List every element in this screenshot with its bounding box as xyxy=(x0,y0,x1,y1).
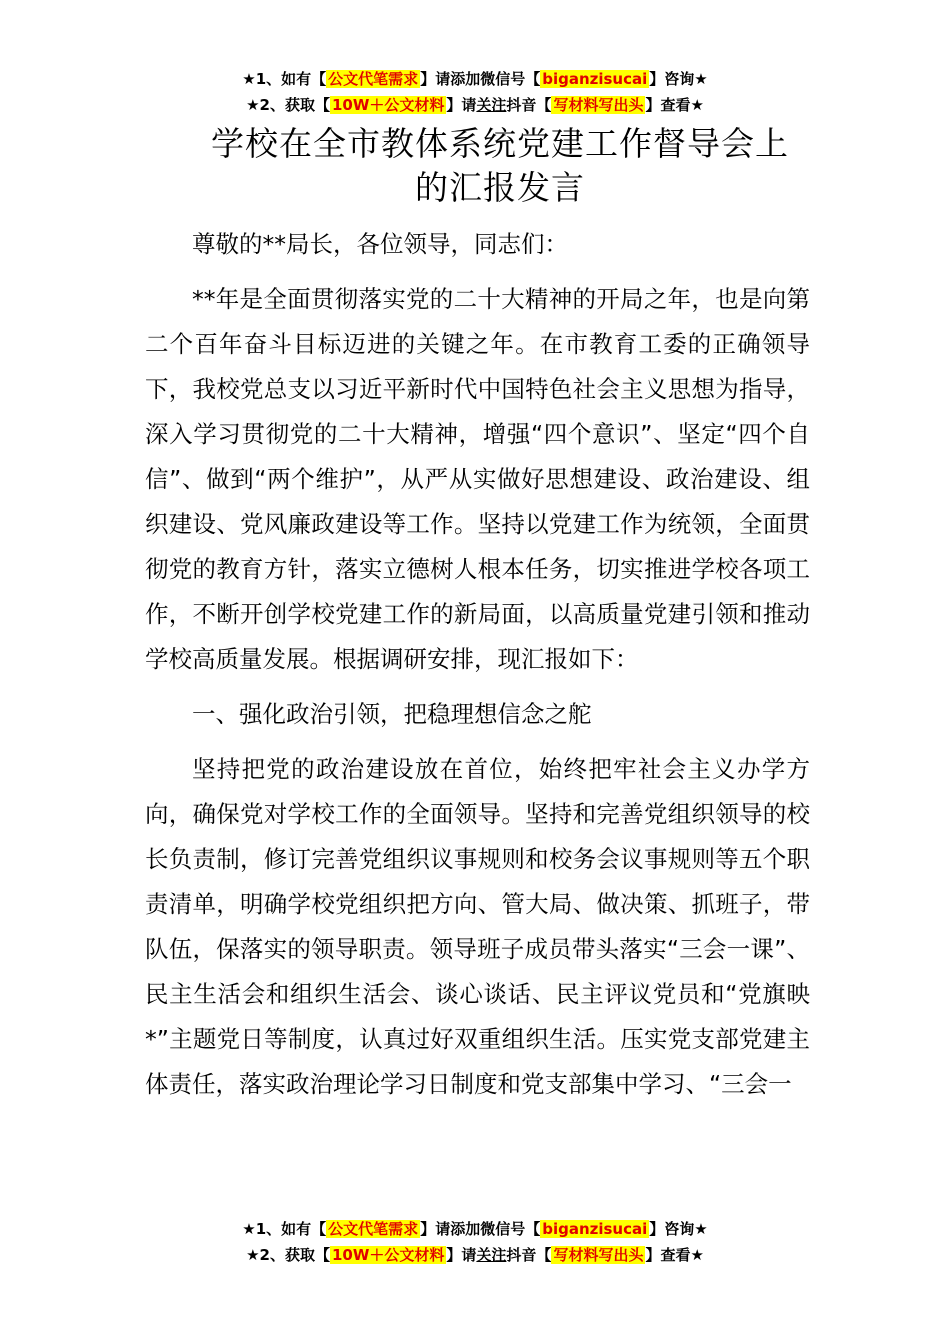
header-banner-text: 】请 xyxy=(446,96,477,114)
footer-banner-text: 抖音【 xyxy=(506,1246,552,1264)
header-banner-text: 】请添加微信号【 xyxy=(420,70,541,88)
document-body xyxy=(145,222,810,1117)
highlight-wechat-id: biganzisucai xyxy=(542,70,648,88)
title-line-1: 学校在全市教体系统党建工作督导会上 xyxy=(211,124,789,163)
title-line-2: 的汇报发言 xyxy=(415,168,585,207)
highlight-materials: 10W＋公文材料 xyxy=(331,96,445,114)
section-heading: 一、强化政治引领，把稳理想信念之舵 xyxy=(192,700,592,728)
follow-emphasis: 关注 xyxy=(476,1246,507,1264)
footer-banner-text: ★2、获取【 xyxy=(246,1246,330,1264)
footer-banner-text: 】请 xyxy=(446,1246,477,1264)
header-banner-line-2 xyxy=(0,92,950,118)
intro-paragraph: **年是全面贯彻落实党的二十大精神的开局之年，也是向第二个百年奋斗目标迈进的关键之年。在市教育工委的正确领导下，我校党总支以习近平新时代中国特色社会主义思想为指导，深入学习贯彻党的二十大精神，增强“四个意识”、坚定“四个自信”、做到“两个维护”，从严从实做好思想建设、政治建设、组织建设、党风廉政建设等工作。坚持以党建工作为统领，全面贯彻党的教育方针，落实立德树人根本任务，切实推进学校各项工作，不断开创学校党建工作的新局面，以高质量党建引领和推动学校高质量发展。根据调研安排，现汇报如下： xyxy=(145,285,810,673)
footer-banner-text: 】咨询★ xyxy=(649,1220,708,1238)
footer-banner-text: ★1、如有【 xyxy=(242,1220,327,1238)
footer-banner-text: 】查看★ xyxy=(645,1246,704,1264)
highlight-service: 公文代笔需求 xyxy=(328,1220,419,1238)
header-banner-text: ★1、如有【 xyxy=(242,70,327,88)
footer-banner xyxy=(0,1216,950,1268)
salutation: 尊敬的**局长，各位领导，同志们： xyxy=(192,230,568,258)
follow-emphasis: 关注 xyxy=(476,96,507,114)
highlight-douyin-account: 写材料写出头 xyxy=(553,96,644,114)
document-title xyxy=(140,122,860,210)
highlight-service: 公文代笔需求 xyxy=(328,70,419,88)
header-banner-line-1 xyxy=(0,66,950,92)
header-banner-text: 】查看★ xyxy=(645,96,704,114)
highlight-materials: 10W＋公文材料 xyxy=(331,1246,445,1264)
body-paragraph: 坚持把党的政治建设放在首位，始终把牢社会主义办学方向，确保党对学校工作的全面领导。坚持和完善党组织领导的校长负责制，修订完善党组织议事规则和校务会议事规则等五个职责清单，明确学校党组织把方向、管大局、做决策、抓班子，带队伍，保落实的领导职责。领导班子成员带头落实“三会一课”、民主生活会和组织生活会、谈心谈话、民主评议党员和“党旗映*”主题党日等制度，认真过好双重组织生活。压实党支部党建主体责任，落实政治理论学习日制度和党支部集中学习、“三会一 xyxy=(145,755,810,1098)
footer-banner-line-2 xyxy=(0,1242,950,1268)
footer-banner-line-1 xyxy=(0,1216,950,1242)
highlight-douyin-account: 写材料写出头 xyxy=(553,1246,644,1264)
header-banner-text: 】咨询★ xyxy=(649,70,708,88)
header-banner-text: ★2、获取【 xyxy=(246,96,330,114)
header-banner xyxy=(0,66,950,118)
footer-banner-text: 】请添加微信号【 xyxy=(420,1220,541,1238)
header-banner-text: 抖音【 xyxy=(506,96,552,114)
highlight-wechat-id: biganzisucai xyxy=(542,1220,648,1238)
